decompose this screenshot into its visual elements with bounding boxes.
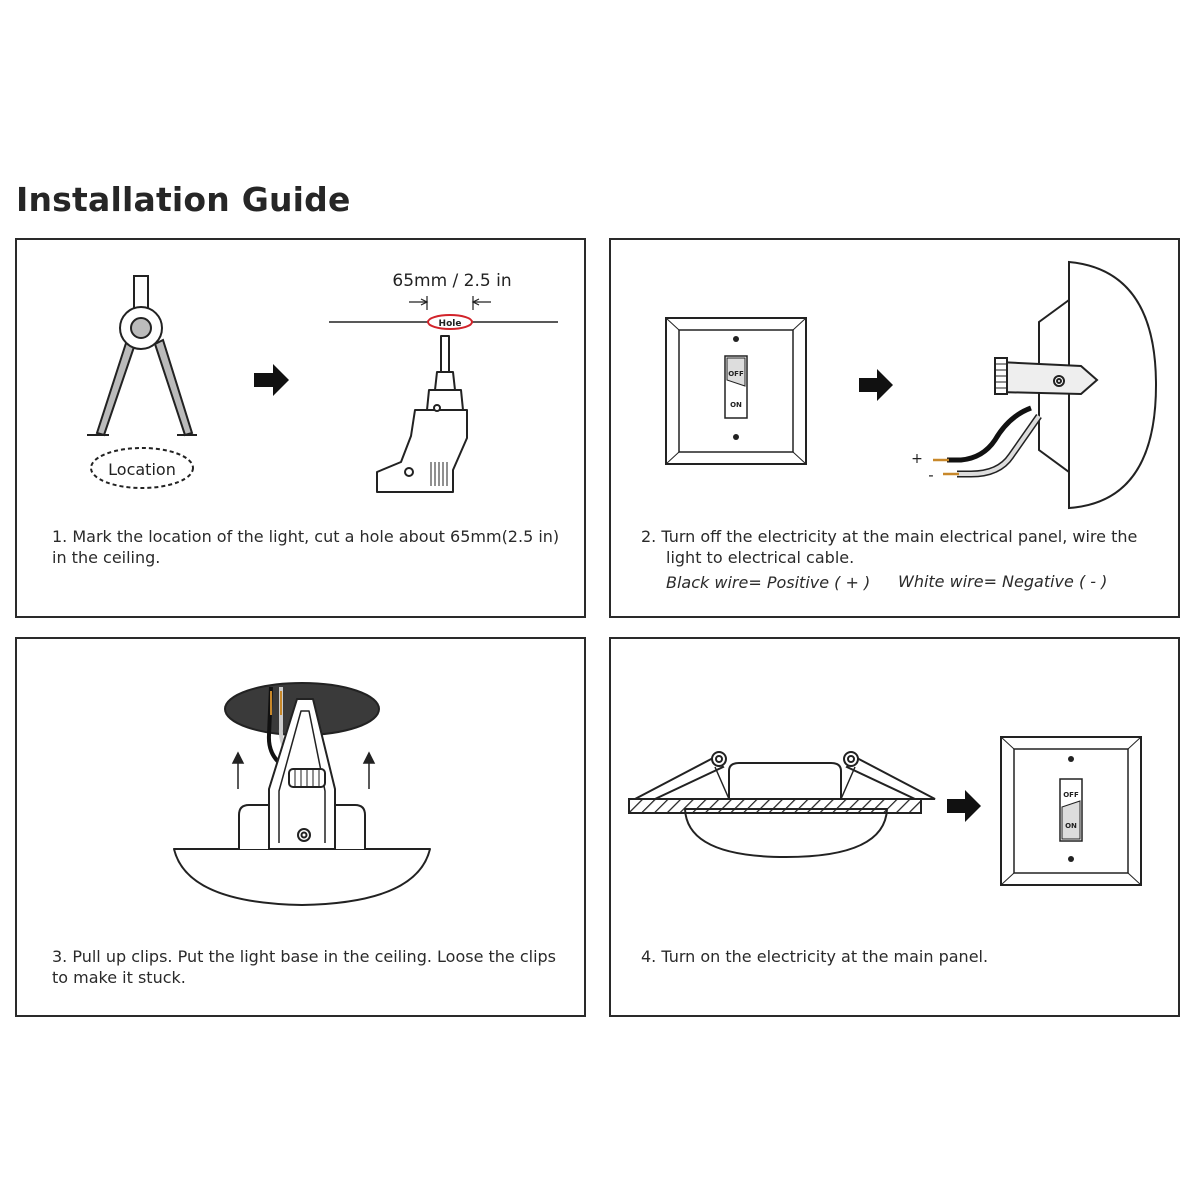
white-wire-note: White wire= Negative ( - ) [898, 572, 1108, 591]
hole-saw-icon [377, 336, 467, 492]
compass-icon [87, 276, 197, 435]
step-3-panel [15, 637, 586, 1017]
wall-switch-off [666, 318, 806, 464]
white-wire-outline [957, 416, 1039, 474]
step-2-caption-line-2: light to electrical cable. [666, 548, 855, 567]
dimension-marker [409, 296, 491, 310]
step-2-panel [609, 238, 1180, 618]
hole-label: Hole [438, 319, 462, 329]
location-label: Location [108, 460, 176, 479]
switch-off-label: OFF [1063, 791, 1079, 799]
arrow-right-icon [254, 364, 289, 396]
step-2-caption-line-1: 2. Turn off the electricity at the main electrical panel, wire the [641, 527, 1138, 546]
switch-on-label: ON [1065, 822, 1077, 830]
wall-switch-on [1001, 737, 1141, 885]
plus-sign: + [911, 451, 923, 467]
ceiling-board [629, 799, 921, 813]
page-title: Installation Guide [16, 180, 351, 219]
switch-on-label: ON [730, 401, 742, 409]
black-wire [947, 408, 1031, 460]
minus-sign: - [928, 466, 934, 484]
step-3-caption: 3. Pull up clips. Put the light base in the ceiling. Loose the clips to make it stuck. [52, 947, 557, 987]
step-4-caption: 4. Turn on the electricity at the main panel. [641, 947, 989, 966]
arrow-right-icon [859, 369, 893, 401]
step-1-caption: 1. Mark the location of the light, cut a hole about 65mm(2.5 in) in the ceiling. [52, 527, 560, 567]
dimension-label: 65mm / 2.5 in [392, 271, 512, 291]
black-wire-note: Black wire= Positive ( + ) [666, 573, 871, 592]
light-base [174, 699, 430, 905]
arrow-right-icon [947, 790, 981, 822]
step-4-panel [609, 637, 1180, 1017]
step-1-panel [15, 238, 586, 618]
switch-off-label: OFF [728, 370, 744, 378]
light-fixture-side [995, 262, 1156, 508]
